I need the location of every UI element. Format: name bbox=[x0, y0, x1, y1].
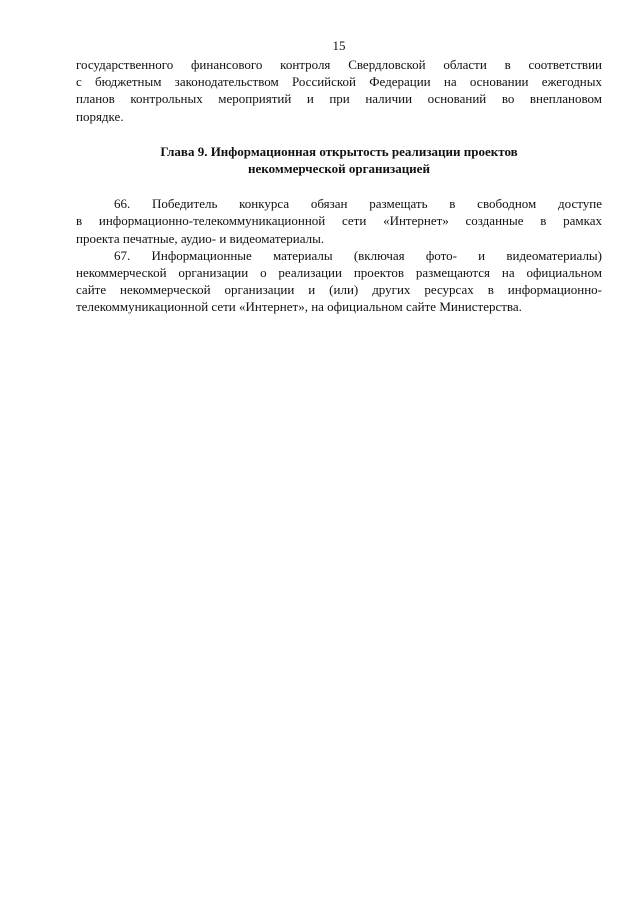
section-number: 66. bbox=[114, 196, 131, 212]
chapter-title-line: некоммерческой организацией bbox=[248, 161, 430, 177]
section-67-line: некоммерческой организации о реализации проектов размещаются на официальном bbox=[76, 265, 602, 281]
section-66-line: проекта печатные, аудио- и видеоматериалы. bbox=[76, 230, 325, 246]
intro-line: государственного финансового контроля Свердловской области в соответствии bbox=[76, 57, 602, 72]
section-67-line-1 bbox=[76, 247, 602, 264]
section-66-text: Победитель конкурса обязан размещать в свободном доступе bbox=[152, 196, 602, 212]
section-67-line: сайте некоммерческой организации и (или) других ресурсах в информационно- bbox=[76, 282, 602, 298]
page-number: 15 bbox=[332, 38, 346, 53]
intro-line: с бюджетным законодательством Российской Федерации на основании ежегодных bbox=[76, 74, 602, 90]
section-number: 67. bbox=[114, 247, 131, 263]
chapter-title-line: Глава 9. Информационная открытость реализации проектов bbox=[160, 143, 518, 159]
section-67 bbox=[76, 247, 602, 316]
section-67-text: Информационные материалы (включая фото- и видеоматериалы) bbox=[151, 247, 602, 263]
section-66-line: в информационно-телекоммуникационной сети «Интернет» созданные в рамках bbox=[76, 213, 602, 229]
section-66-line-1 bbox=[76, 195, 602, 212]
intro-line: порядке. bbox=[76, 108, 124, 124]
intro-paragraph bbox=[76, 56, 602, 125]
section-67-line: телекоммуникационной сети «Интернет», на официальном сайте Министерства. bbox=[76, 299, 522, 315]
chapter-title bbox=[76, 143, 602, 177]
intro-line: планов контрольных мероприятий и при наличии оснований во внеплановом bbox=[76, 91, 602, 107]
section-66 bbox=[76, 195, 602, 247]
